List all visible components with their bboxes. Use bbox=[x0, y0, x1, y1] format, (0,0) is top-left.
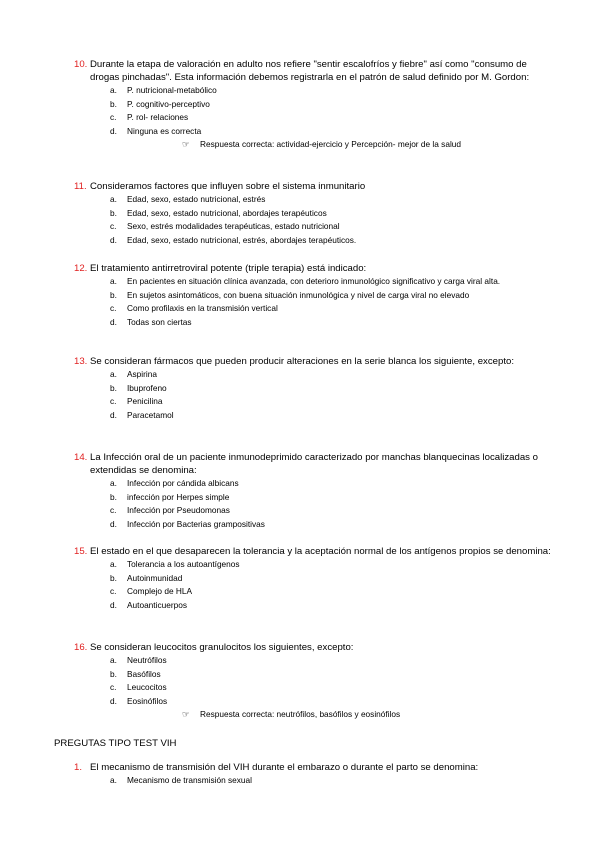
options-list bbox=[74, 774, 554, 788]
option-d: d. Infección por Bacterias grampositivas bbox=[110, 518, 265, 529]
answer-note: ☞ Respuesta correcta: actividad-ejercicio y Percepción- mejor de la salud bbox=[74, 138, 554, 152]
question-number: 10. bbox=[74, 59, 88, 70]
options-list bbox=[74, 477, 554, 531]
question-14 bbox=[74, 451, 554, 531]
question-10 bbox=[74, 58, 554, 152]
option-b: b. Basófilos bbox=[110, 668, 161, 679]
option-c: c. Leucocitos bbox=[110, 682, 167, 693]
option-d: d. Autoanticuerpos bbox=[110, 599, 187, 610]
option-d: d. Ninguna es correcta bbox=[110, 125, 202, 136]
question-number: 12. bbox=[74, 263, 88, 274]
options-list bbox=[74, 558, 554, 612]
option-b: b. Edad, sexo, estado nutricional, abordajes terapéuticos bbox=[110, 207, 327, 218]
option-b: b. Autoinmunidad bbox=[110, 572, 183, 583]
option-b: b. infección por Herpes simple bbox=[110, 491, 230, 502]
question-number: 1. bbox=[74, 762, 83, 773]
question-stem: La Infección oral de un paciente inmunodeprimido caracterizado por manchas blanquecinas localizadas o extendidas se denomina: bbox=[90, 452, 538, 476]
option-d: d. Edad, sexo, estado nutricional, estrés, abordajes terapéuticos. bbox=[110, 234, 357, 245]
question-stem: Se consideran leucocitos granulocitos los siguientes, excepto: bbox=[90, 642, 354, 653]
option-c: c. Sexo, estrés modalidades terapéuticas, estado nutricional bbox=[110, 221, 340, 232]
question-number: 14. bbox=[74, 452, 88, 463]
question-13 bbox=[74, 355, 554, 422]
option-b: b. Ibuprofeno bbox=[110, 382, 167, 393]
question-stem: El mecanismo de transmisión del VIH durante el embarazo o durante el parto se denomina: bbox=[90, 762, 479, 773]
question-12 bbox=[74, 262, 554, 329]
question-stem: Consideramos factores que influyen sobre el sistema inmunitario bbox=[90, 181, 366, 192]
pointing-hand-icon: ☞ bbox=[182, 709, 190, 720]
answer-note: ☞ Respuesta correcta: neutrófilos, basófilos y eosinófilos bbox=[74, 708, 554, 722]
option-b: b. P. cognitivo-perceptivo bbox=[110, 98, 210, 109]
vih-question-1 bbox=[74, 761, 554, 788]
question-stem: Se consideran fármacos que pueden producir alteraciones en la serie blanca los siguiente, excepto: bbox=[90, 356, 514, 367]
option-d: d. Todas son ciertas bbox=[110, 316, 192, 327]
option-d: d. Eosinófilos bbox=[110, 695, 168, 706]
options-list bbox=[74, 193, 554, 247]
option-a: a. Mecanismo de transmisión sexual bbox=[110, 775, 252, 785]
option-c: c. Como profilaxis en la transmisión vertical bbox=[110, 303, 278, 314]
question-16 bbox=[74, 641, 554, 722]
option-c: c. Complejo de HLA bbox=[110, 586, 193, 597]
option-c: c. Infección por Pseudomonas bbox=[110, 505, 230, 516]
options-list bbox=[74, 84, 554, 138]
question-11 bbox=[74, 180, 554, 247]
option-a: a. Aspirina bbox=[110, 369, 157, 379]
options-list bbox=[74, 275, 554, 329]
question-number: 16. bbox=[74, 642, 88, 653]
option-a: a. En pacientes en situación clínica avanzada, con deterioro inmunológico significativo y carga viral alta. bbox=[110, 276, 501, 286]
section-heading: PREGUTAS TIPO TEST VIH bbox=[54, 738, 177, 749]
question-number: 11. bbox=[74, 181, 87, 192]
option-a: a. Neutrófilos bbox=[110, 655, 167, 665]
question-stem: El estado en el que desaparecen la tolerancia y la aceptación normal de los antígenos propios se denomina: bbox=[90, 546, 551, 557]
options-list bbox=[74, 368, 554, 422]
question-15 bbox=[74, 545, 554, 612]
option-b: b. En sujetos asintomáticos, con buena situación inmunológica y nivel de carga viral no elevado bbox=[110, 289, 470, 300]
option-a: a. Edad, sexo, estado nutricional, estrés bbox=[110, 194, 266, 204]
pointing-hand-icon: ☞ bbox=[182, 139, 190, 150]
question-number: 15. bbox=[74, 546, 88, 557]
option-c: c. P. rol- relaciones bbox=[110, 112, 189, 123]
question-stem: El tratamiento antirretroviral potente (triple terapia) está indicado: bbox=[90, 263, 367, 274]
option-a: a. Tolerancia a los autoantígenos bbox=[110, 559, 240, 569]
option-d: d. Paracetamol bbox=[110, 409, 174, 420]
question-stem: Durante la etapa de valoración en adulto nos refiere "sentir escalofríos y fiebre" así como "consumo de drogas pinchadas". Esta información debemos registrarla en el patrón de salud definido por M. Gordon: bbox=[90, 59, 530, 83]
option-a: a. Infección por cándida albicans bbox=[110, 478, 239, 488]
options-list bbox=[74, 654, 554, 708]
option-a: a. P. nutricional-metabólico bbox=[110, 85, 217, 95]
option-c: c. Penicilina bbox=[110, 396, 163, 407]
question-number: 13. bbox=[74, 356, 88, 367]
